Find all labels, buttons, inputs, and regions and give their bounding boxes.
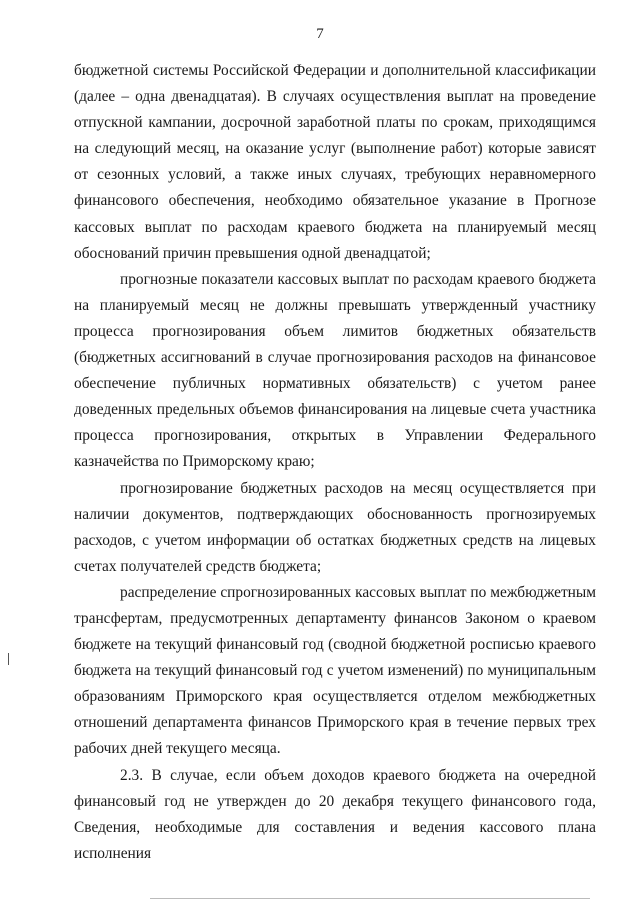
paragraph-transfers-distribution: распределение спрогнозированных кассовых выплат по межбюджетным трансфертам, предусмотренных департаменту финансов Законом о краевом бюджете на текущий финансовый год (сводной бюджетной росписью краевого бюджета на текущий финансовый год с учетом изменений) по муниципальным образованиям Приморского края осуществляется отделом межбюджетных отношений департамента финансов Приморского края в течение первых трех рабочих дней текущего месяца. bbox=[74, 583, 596, 758]
scan-edge-line bbox=[150, 898, 590, 899]
document-body bbox=[74, 58, 596, 867]
paragraph-forecast-limits: прогнозные показатели кассовых выплат по расходам краевого бюджета на планируемый месяц не должны превышать утвержденный участнику процесса прогнозирования объем лимитов бюджетных обязательств (бюджетных ассигнований в случае прогнозирования расходов на финансовое обеспечение публичных нормативных обязательств) с учетом ранее доведенных предельных объемов финансирования на лицевые счета участника процесса прогнозирования, открытых в Управлении Федерального казначейства по Приморскому краю; bbox=[74, 270, 596, 471]
page-number: 7 bbox=[316, 26, 324, 42]
paragraph-continuation: бюджетной системы Российской Федерации и дополнительной классификации (далее – одна двенадцатая). В случаях осуществления выплат на проведение отпускной кампании, досрочной заработной платы по срокам, приходящимся на следующий месяц, на оказание услуг (выполнение работ) которые зависят от сезонных условий, а также иных случаях, требующих неравномерного финансового обеспечения, необходимо обязательное указание в Прогнозе кассовых выплат по расходам краевого бюджета на планируемый месяц обоснований причин превышения одной двенадцатой; bbox=[74, 62, 596, 262]
paragraph-forecast-documents: прогнозирование бюджетных расходов на месяц осуществляется при наличии документов, подтверждающих обоснованность прогнозируемых расходов, с учетом информации об остатках бюджетных средств на лицевых счетах получателей средств бюджета; bbox=[74, 479, 596, 575]
margin-mark bbox=[8, 653, 9, 665]
paragraph-section-2-3: 2.3. В случае, если объем доходов краевого бюджета на очередной финансовый год не утвержден до 20 декабря текущего финансового года, Сведения, необходимые для составления и ведения кассового плана исполнения bbox=[74, 766, 596, 862]
